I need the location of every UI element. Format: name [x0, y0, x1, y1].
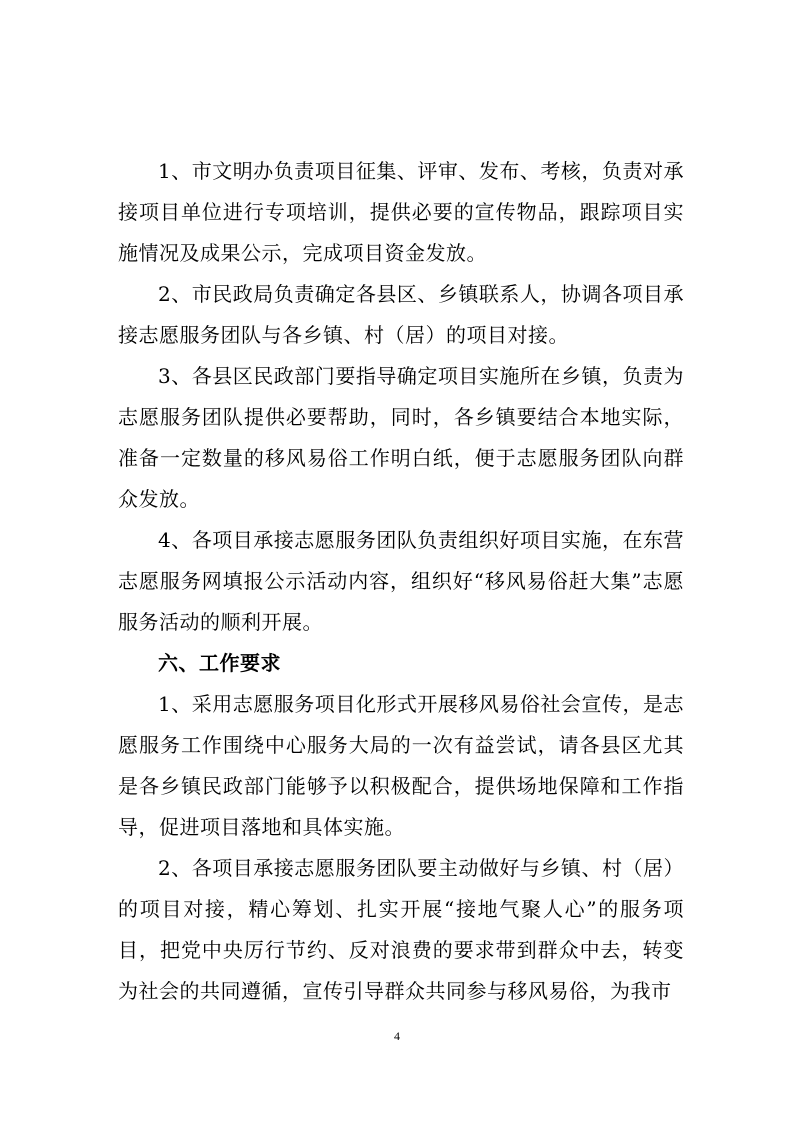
section-heading: 六、工作要求 [158, 651, 281, 675]
paragraph-2: 2、市民政局负责确定各县区、乡镇联系人，协调各项目承接志愿服务团队与各乡镇、村（居）的项目对接。 [118, 282, 684, 347]
paragraph-1: 1、市文明办负责项目征集、评审、发布、考核，负责对承接项目单位进行专项培训，提供必要的宣传物品，跟踪项目实施情况及成果公示，完成项目资金发放。 [118, 159, 684, 265]
document-body [118, 151, 684, 1012]
paragraph-4: 4、各项目承接志愿服务团队负责组织好项目实施，在东营志愿服务网填报公示活动内容，组织好“移风易俗赶大集”志愿服务活动的顺利开展。 [118, 528, 684, 634]
requirement-2: 2、各项目承接志愿服务团队要主动做好与乡镇、村（居）的项目对接，精心筹划、扎实开展“接地气聚人心”的服务项目，把党中央厉行节约、反对浪费的要求带到群众中去，转变为社会的共同遵循，宣传引导群众共同参与移风易俗，为我市 [118, 856, 684, 1003]
paragraph-3: 3、各县区民政部门要指导确定项目实施所在乡镇，负责为志愿服务团队提供必要帮助，同时，各乡镇要结合本地实际，准备一定数量的移风易俗工作明白纸，便于志愿服务团队向群众发放。 [118, 364, 684, 511]
requirement-1: 1、采用志愿服务项目化形式开展移风易俗社会宣传，是志愿服务工作围绕中心服务大局的一次有益尝试，请各县区尤其是各乡镇民政部门能够予以积极配合，提供场地保障和工作指导，促进项目落地和具体实施。 [118, 692, 684, 839]
page-number: 4 [394, 1029, 400, 1043]
